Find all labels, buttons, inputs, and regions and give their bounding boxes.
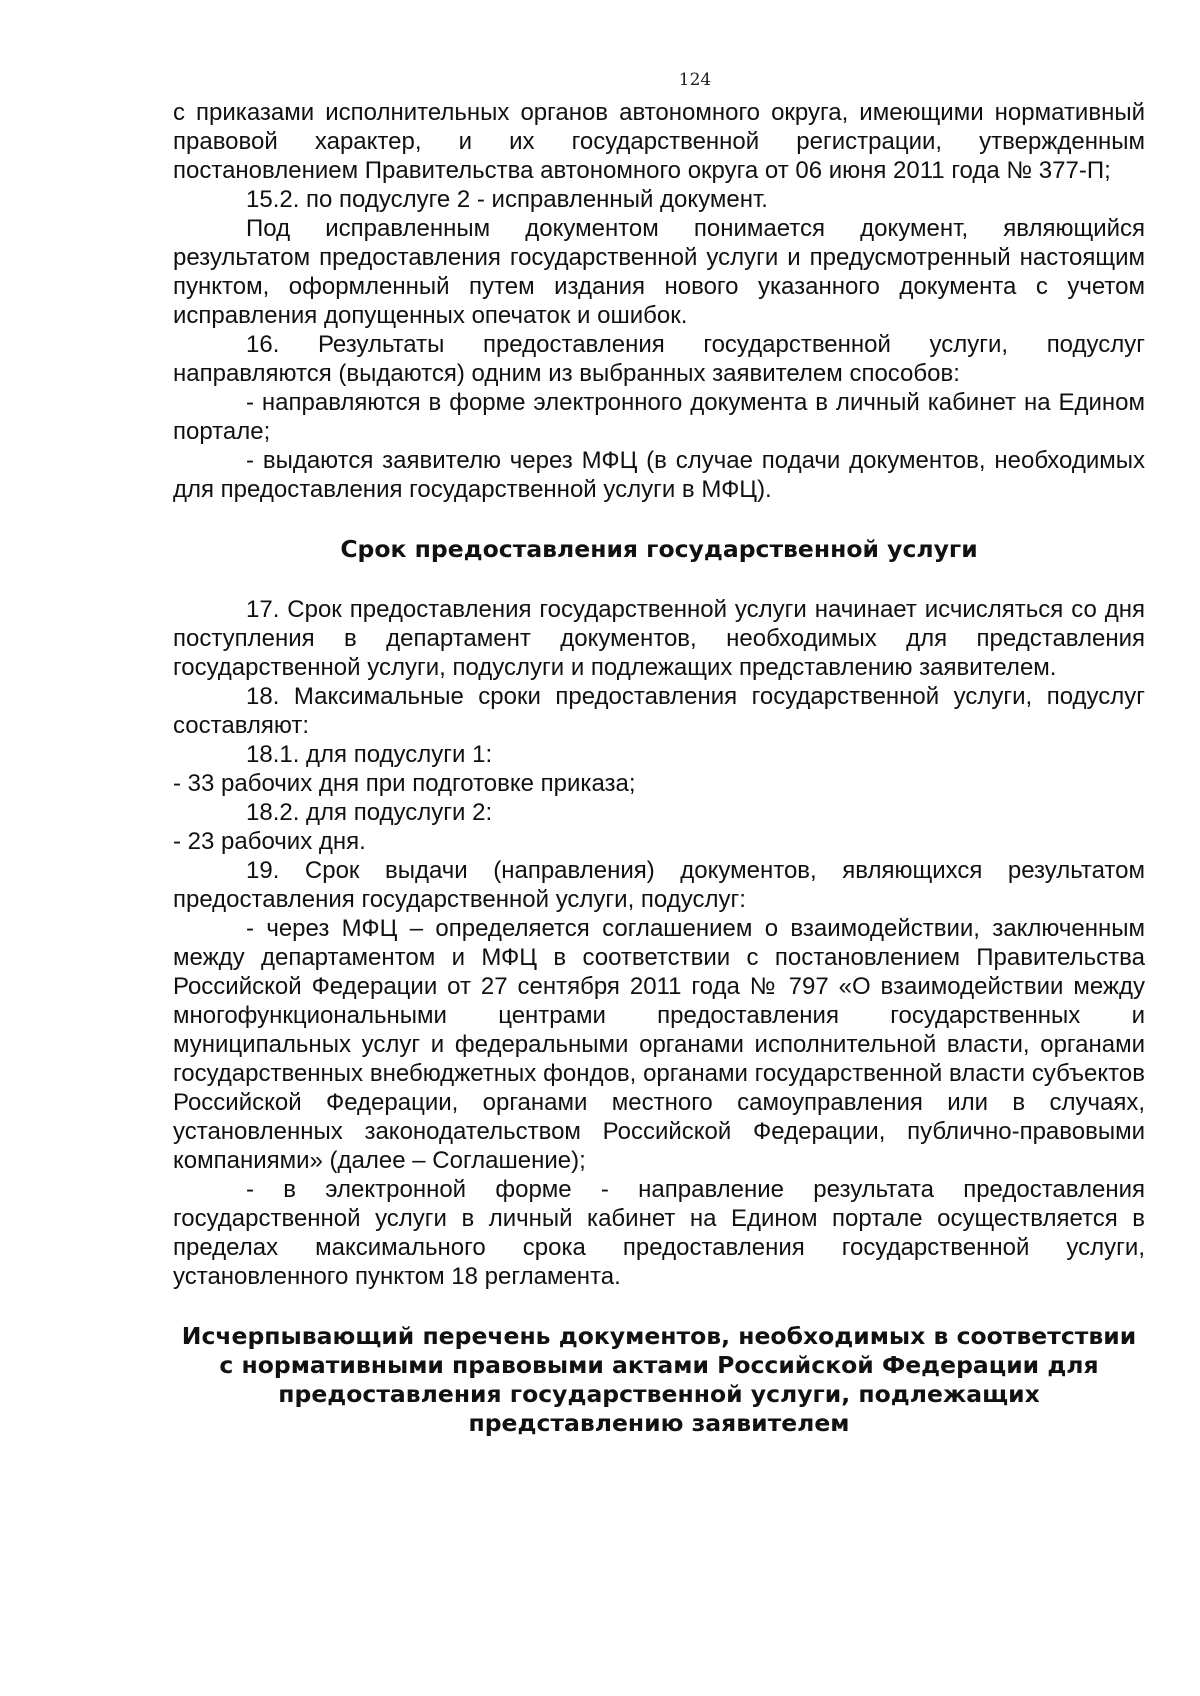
page-number: 124	[678, 70, 712, 90]
paragraph-18-2: 18.2. для подуслуги 2:	[246, 799, 493, 826]
list-item-electronic: - направляются в форме электронного документа в личный кабинет на Едином портале;	[173, 389, 1145, 445]
paragraph-corrected-document: Под исправленным документом понимается документ, являющийся результатом предоставления государственной услуги и предусмотренный настоящим пунктом, оформленный путем издания нового указанного документа с учетом исправления допущенных опечаток и ошибок.	[173, 215, 1145, 329]
list-item-electronic-form: - в электронной форме - направление результата предоставления государственной услуги в личный кабинет на Едином портале осуществляется в пределах максимального срока предоставления государственной услуги, установленного пунктом 18 регламента.	[173, 1176, 1145, 1290]
list-item-via-mfc: - через МФЦ – определяется соглашением о взаимодействии, заключенным между департаментом и МФЦ в соответствии с постановлением Правительства Российской Федерации от 27 сентября 2011 года № 797 «О взаимодействии между многофункциональными центрами предоставления государственных и муниципальных услуг и федеральными органами исполнительной власти, органами государственных внебюджетных фондов, органами государственной власти субъектов Российской Федерации, органами местного самоуправления или в случаях, установленных законодательством Российской Федерации, публично-правовыми компаниями» (далее – Соглашение);	[173, 915, 1145, 1174]
list-item-mfc: - выдаются заявителю через МФЦ (в случае подачи документов, необходимых для предоставления государственной услуги в МФЦ).	[173, 447, 1145, 503]
paragraph-16: 16. Результаты предоставления государственной услуги, подуслуг направляются (выдаются) одним из выбранных заявителем способов:	[173, 331, 1145, 387]
paragraph-18-1: 18.1. для подуслуги 1:	[246, 741, 493, 768]
list-item-33-days: - 33 рабочих дня при подготовке приказа;	[173, 770, 636, 797]
paragraph-19: 19. Срок выдачи (направления) документов, являющихся результатом предоставления государственной услуги, подуслуг:	[173, 857, 1145, 913]
section-heading-documents-list: Исчерпывающий перечень документов, необходимых в соответствии с нормативными правовыми актами Российской Федерации для предоставления государственной услуги, подлежащих представлению заявителем	[181, 1322, 1137, 1437]
document-body	[173, 98, 1145, 1438]
paragraph-17: 17. Срок предоставления государственной услуги начинает исчисляться со дня поступления в департамент документов, необходимых для представления государственной услуги, подуслуги и подлежащих представлению заявителем.	[173, 596, 1145, 681]
list-item-23-days: - 23 рабочих дня.	[173, 828, 366, 855]
section-heading-term: Срок предоставления государственной услуги	[340, 535, 978, 563]
paragraph-approval-order: с приказами исполнительных органов автономного округа, имеющими нормативный правовой характер, и их государственной регистрации, утвержденным постановлением Правительства автономного округа от 06 июня 2011 года № 377-П;	[173, 99, 1145, 184]
paragraph-15-2: 15.2. по подуслуге 2 - исправленный документ.	[246, 186, 768, 213]
paragraph-18: 18. Максимальные сроки предоставления государственной услуги, подуслуг составляют:	[173, 683, 1145, 739]
